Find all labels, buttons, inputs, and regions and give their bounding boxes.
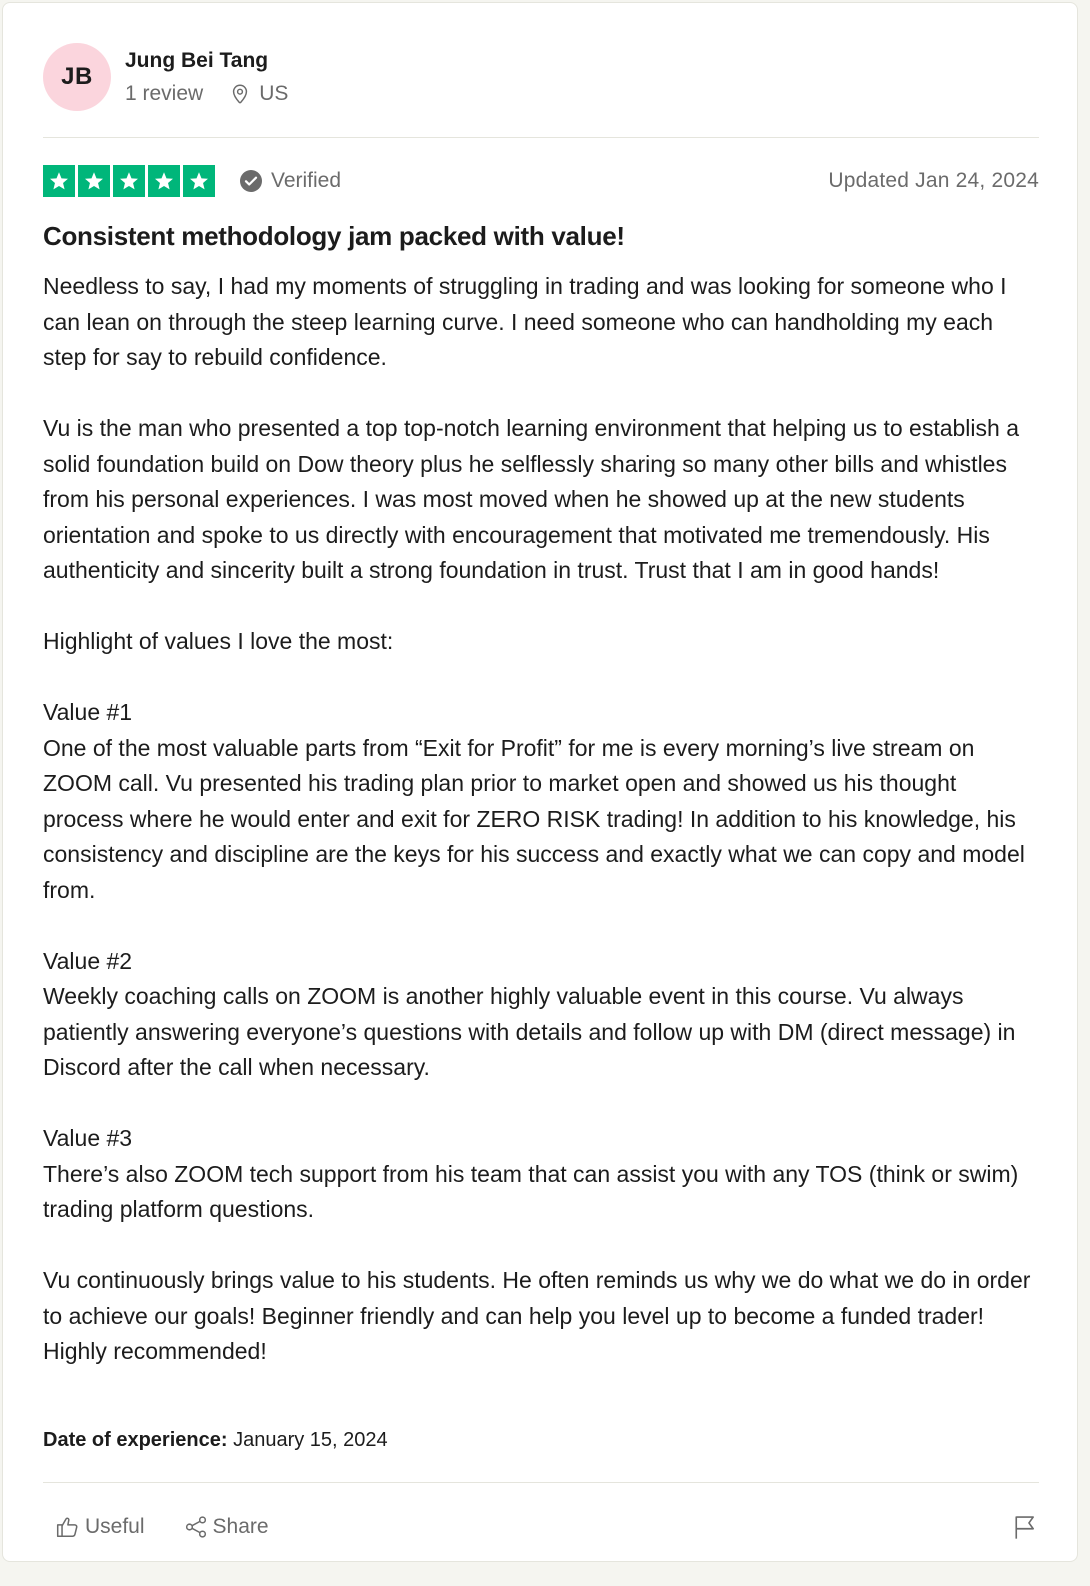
review-paragraph: Vu is the man who presented a top top-notch learning environment that helping us to establish a solid foundation build on Dow theory plus he selflessly sharing so many other bills and whistles from his personal experiences. I was most moved when he showed up at the new students orientation and spoke to us directly with encouragement that motivated me tremendously. His authenticity and sincerity built a strong foundation in trust. Trust that I am in good hands! <box>43 415 1019 583</box>
star-icon <box>148 165 180 197</box>
reviewer-info <box>125 48 288 106</box>
star-icon <box>183 165 215 197</box>
share-icon <box>183 1514 209 1540</box>
review-paragraph: Value #3 There’s also ZOOM tech support from his team that can assist you with any TOS (think or swim) trading platform questions. <box>43 1125 1019 1222</box>
review-paragraph: Vu continuously brings value to his students. He often reminds us why we do what we do in order to achieve our goals! Beginner friendly and can help you level up to become a funded trader! Highly recommended! <box>43 1267 1031 1364</box>
review-card <box>2 2 1078 1562</box>
header-divider <box>43 137 1039 138</box>
updated-date: Updated Jan 24, 2024 <box>828 169 1039 192</box>
review-paragraph: Highlight of values I love the most: <box>43 628 394 654</box>
verified-check-icon <box>239 169 263 193</box>
review-body <box>43 269 1039 1370</box>
review-count: 1 review <box>125 82 204 105</box>
experience-date: January 15, 2024 <box>233 1429 388 1451</box>
share-label: Share <box>212 1515 269 1538</box>
thumbs-up-icon <box>55 1514 81 1540</box>
footer-divider <box>43 1482 1039 1483</box>
experience-label: Date of experience: <box>43 1429 228 1451</box>
location-pin-icon <box>229 83 251 105</box>
review-paragraph: Needless to say, I had my moments of struggling in trading and was looking for someone who I can lean on through the steep learning curve. I need someone who can handholding my each step for say to rebuild confidence. <box>43 273 1007 370</box>
review-actions <box>55 1509 1039 1545</box>
verified-label: Verified <box>271 169 342 192</box>
star-icon <box>113 165 145 197</box>
flag-icon[interactable] <box>1011 1513 1039 1541</box>
reviewer-name[interactable]: Jung Bei Tang <box>125 49 269 72</box>
useful-button[interactable] <box>55 1514 145 1540</box>
reviewer-header <box>43 39 288 115</box>
review-paragraph: Value #2 Weekly coaching calls on ZOOM is another highly valuable event in this course. Vu always patiently answering everyone’s questions with details and follow up with DM (direct message) in Discord after the call when necessary. <box>43 947 1016 1080</box>
reviewer-meta <box>125 82 288 106</box>
verified-badge[interactable] <box>239 169 341 193</box>
useful-label: Useful <box>85 1515 145 1538</box>
rating-row <box>43 163 1039 199</box>
star-icon <box>43 165 75 197</box>
star-icon <box>78 165 110 197</box>
reviewer-location: US <box>259 82 289 105</box>
star-rating <box>43 165 215 197</box>
review-paragraph: Value #1 One of the most valuable parts from “Exit for Profit” for me is every morning’s live stream on ZOOM call. Vu presented his trading plan prior to market open and showed us his thought process where he would enter and exit for ZERO RISK trading! In addition to his knowledge, his consistency and discipline are the keys for his success and exactly what we can copy and model from. <box>43 699 1025 903</box>
review-title[interactable]: Consistent methodology jam packed with value! <box>43 221 625 251</box>
date-of-experience <box>43 1429 388 1452</box>
avatar[interactable]: JB <box>43 43 111 111</box>
share-button[interactable] <box>183 1514 269 1540</box>
